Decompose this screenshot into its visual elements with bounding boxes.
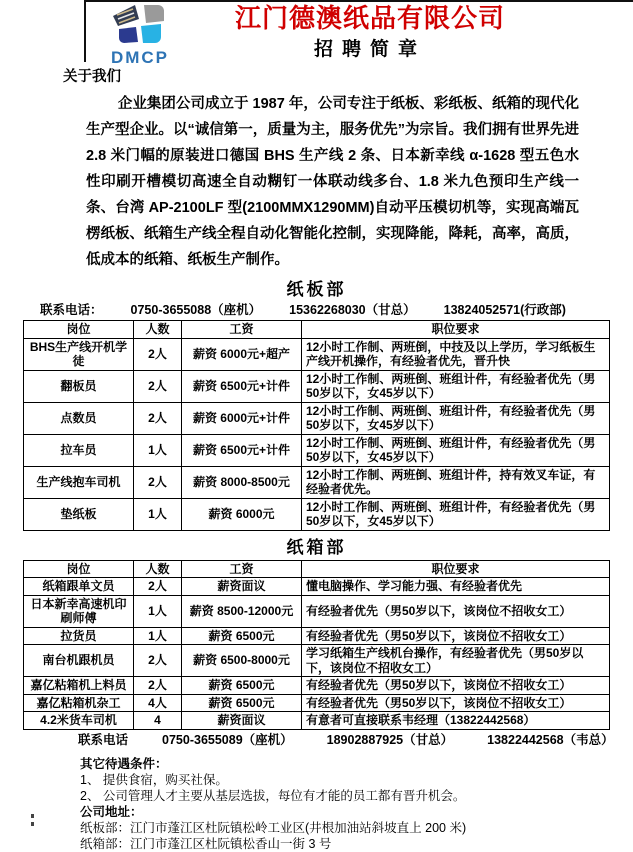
cell-headcount: 1人 xyxy=(134,498,182,530)
cell-salary: 薪资 8000-8500元 xyxy=(182,466,302,498)
col-header-post: 岗位 xyxy=(24,321,134,339)
table-row xyxy=(24,578,610,596)
cell-requirements: 12小时工作制、两班倒、班组计件，有经验者优先（男50岁以下，女45岁以下） xyxy=(302,498,610,530)
cell-salary: 薪资 8500-12000元 xyxy=(182,595,302,627)
cell-post: 翻板员 xyxy=(24,370,134,402)
page-artifact xyxy=(31,814,34,828)
header xyxy=(0,0,633,67)
col-header-requirements: 职位要求 xyxy=(302,321,610,339)
contact-phone-landline: 0750-3655089（座机） xyxy=(162,732,293,747)
cell-post: 拉车员 xyxy=(24,434,134,466)
contact-phone-manager-gan: 18902887925（甘总） xyxy=(326,732,454,747)
benefit-item: 2、 公司管理人才主要从基层选拔，每位有才能的员工都有晋升机会。 xyxy=(80,788,466,803)
col-header-headcount: 人数 xyxy=(134,560,182,578)
cell-headcount: 2人 xyxy=(134,370,182,402)
address-heading: 公司地址： xyxy=(80,804,143,819)
about-heading: 关于我们 xyxy=(63,69,121,85)
cell-salary: 薪资 6500-8000元 xyxy=(182,645,302,677)
col-header-salary: 工资 xyxy=(182,560,302,578)
cell-requirements: 有经验者优先（男50岁以下，该岗位不招收女工） xyxy=(302,677,610,695)
cell-requirements: 12小时工作制、两班倒、班组计件，有经验者优先（男50岁以下，女45岁以下） xyxy=(302,402,610,434)
cell-requirements: 有意者可直接联系韦经理（13822442568） xyxy=(302,712,610,730)
carton-jobs-table xyxy=(23,560,610,730)
about-paragraph: 企业集团公司成立于 1987 年，公司专注于纸板、彩纸板、纸箱的现代化生产型企业。以“诚信第一，质量为主，服务优先”为宗旨。我们拥有世界先进 2.8 米门幅的原装进口德国 BHS 生产线 2 条、日本新幸线 α-1628 型五色水性印刷开槽模切高速全自动糊钉一体联动线多台、1.8 米九色预印生产线一条、台湾 AP-2100LF 型(2100MMX1290MM)自动平压模切机等，实现高端瓦楞纸板、纸箱生产线全程自动化智能化控制，实现降能，降耗，高率，高质，低成本的纸箱、纸板生产制作。 xyxy=(86,96,579,268)
cell-post: 拉货员 xyxy=(24,627,134,645)
table-row xyxy=(24,677,610,695)
cell-post: 南台机跟机员 xyxy=(24,645,134,677)
cell-headcount: 1人 xyxy=(134,595,182,627)
cell-salary: 薪资 6500元+计件 xyxy=(182,370,302,402)
header-titles xyxy=(175,0,565,62)
table-header-row xyxy=(24,560,610,578)
cell-salary: 薪资 6000元+计件 xyxy=(182,402,302,434)
cell-salary: 薪资面议 xyxy=(182,712,302,730)
table-row xyxy=(24,402,610,434)
board-dept-heading: 纸板部 xyxy=(286,280,347,299)
cell-requirements: 学习纸箱生产线机台操作，有经验者优先（男50岁以下，该岗位不招收女工） xyxy=(302,645,610,677)
cell-salary: 薪资 6500元 xyxy=(182,627,302,645)
table-row xyxy=(24,645,610,677)
cell-post: 嘉亿粘箱机上料员 xyxy=(24,677,134,695)
contact-label: 联系电话： xyxy=(40,303,103,317)
cell-post: 生产线抱车司机 xyxy=(24,466,134,498)
cell-headcount: 2人 xyxy=(134,338,182,370)
table-row xyxy=(24,694,610,712)
contact-phone-manager-wei: 13822442568（韦总） xyxy=(487,732,614,747)
table-row xyxy=(24,370,610,402)
cell-headcount: 2人 xyxy=(134,402,182,434)
table-row xyxy=(24,712,610,730)
address-item-board: 纸板部：江门市蓬江区杜阮镇松岭工业区(井根加油站斜坡直上 200 米) xyxy=(80,820,467,835)
cell-requirements: 懂电脑操作、学习能力强、有经验者优先 xyxy=(302,578,610,596)
cell-headcount: 4人 xyxy=(134,694,182,712)
contact-phone-admin: 13824052571(行政部) xyxy=(443,303,566,317)
cell-post: BHS生产线开机学徒 xyxy=(24,338,134,370)
cell-requirements: 12小时工作制、两班倒、班组计件，有经验者优先（男50岁以下，女45岁以下） xyxy=(302,434,610,466)
carton-dept-heading: 纸箱部 xyxy=(286,537,347,557)
cell-headcount: 2人 xyxy=(134,645,182,677)
cell-headcount: 2人 xyxy=(134,578,182,596)
cell-salary: 薪资 6500元+计件 xyxy=(182,434,302,466)
cell-requirements: 有经验者优先（男50岁以下，该岗位不招收女工） xyxy=(302,627,610,645)
cell-salary: 薪资 6500元 xyxy=(182,694,302,712)
cell-salary: 薪资面议 xyxy=(182,578,302,596)
footer xyxy=(80,756,633,852)
board-jobs-table xyxy=(23,320,610,531)
logo-icon xyxy=(111,2,169,44)
cell-post: 垫纸板 xyxy=(24,498,134,530)
cell-headcount: 1人 xyxy=(134,434,182,466)
contact-phone-landline: 0750-3655088（座机） xyxy=(130,303,262,317)
cell-headcount: 2人 xyxy=(134,677,182,695)
company-name: 江门德澳纸品有限公司 xyxy=(234,3,505,33)
cell-salary: 薪资 6000元+超产 xyxy=(182,338,302,370)
cell-headcount: 1人 xyxy=(134,627,182,645)
carton-contact-line xyxy=(78,732,633,748)
cell-post: 嘉亿粘箱机杂工 xyxy=(24,694,134,712)
table-row xyxy=(24,627,610,645)
cell-post: 4.2米货车司机 xyxy=(24,712,134,730)
table-row xyxy=(24,338,610,370)
cell-headcount: 4 xyxy=(134,712,182,730)
board-contact-line xyxy=(40,302,633,318)
address-item-carton: 纸箱部：江门市蓬江区杜阮镇松香山一街 3 号 xyxy=(80,836,332,851)
contact-phone-manager: 15362268030（甘总） xyxy=(289,303,416,317)
contact-label: 联系电话 xyxy=(78,732,129,747)
company-logo xyxy=(94,2,186,67)
cell-post: 纸箱跟单文员 xyxy=(24,578,134,596)
table-header-row xyxy=(24,321,610,339)
logo-text: DMCP xyxy=(110,48,170,67)
table-row xyxy=(24,595,610,627)
cell-post: 日本新幸高速机印刷师傅 xyxy=(24,595,134,627)
cell-headcount: 2人 xyxy=(134,466,182,498)
col-header-requirements: 职位要求 xyxy=(302,560,610,578)
cell-salary: 薪资 6500元 xyxy=(182,677,302,695)
cell-requirements: 有经验者优先（男50岁以下，该岗位不招收女工） xyxy=(302,694,610,712)
table-row xyxy=(24,434,610,466)
table-row xyxy=(24,466,610,498)
col-header-headcount: 人数 xyxy=(134,321,182,339)
cell-requirements: 有经验者优先（男50岁以下，该岗位不招收女工） xyxy=(302,595,610,627)
cell-post: 点数员 xyxy=(24,402,134,434)
col-header-salary: 工资 xyxy=(182,321,302,339)
cell-requirements: 12小时工作制、两班倒、班组计件，持有效叉车证，有经验者优先。 xyxy=(302,466,610,498)
cell-requirements: 12小时工作制、两班倒，中技及以上学历，学习纸板生产线开机操作，有经验者优先，晋升快 xyxy=(302,338,610,370)
col-header-post: 岗位 xyxy=(24,560,134,578)
table-row xyxy=(24,498,610,530)
cell-salary: 薪资 6000元 xyxy=(182,498,302,530)
benefits-heading: 其它待遇条件： xyxy=(80,756,168,771)
page-title: 招聘简章 xyxy=(313,39,426,60)
cell-requirements: 12小时工作制、两班倒、班组计件，有经验者优先（男50岁以下，女45岁以下） xyxy=(302,370,610,402)
benefit-item: 1、 提供食宿，购买社保。 xyxy=(80,772,228,787)
